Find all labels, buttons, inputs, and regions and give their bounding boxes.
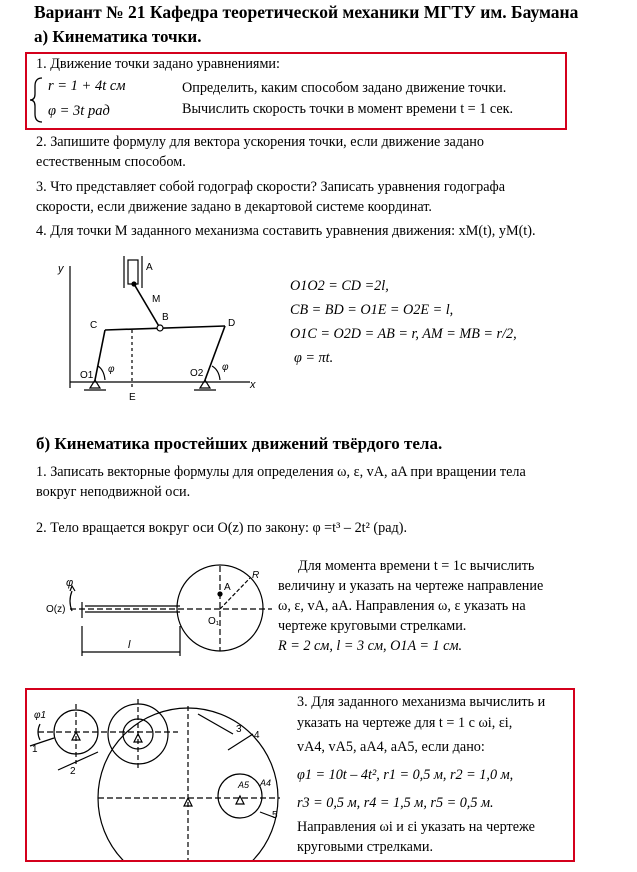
b-q1-line1: 1. Записать векторные формулы для определения ω, ε, vA, aA при вращении тела — [36, 464, 526, 480]
q4-param-2: O1C = O2D = AB = r, AM = MB = r/2, — [290, 326, 517, 342]
fig3-label-A5: A5 — [238, 780, 250, 790]
fig1-label-B: B — [162, 312, 169, 323]
disk-figure — [40, 556, 280, 666]
mechanism-figure — [50, 248, 265, 408]
fig2-label-O1: O₁ — [208, 616, 220, 627]
b-q3-desc-1: указать на чертеже для t = 1 с ωi, εi, — [297, 715, 513, 731]
q4-text: 4. Для точки M заданного механизма составить уравнения движения: xM(t), yM(t). — [36, 223, 536, 239]
fig1-label-phi2: φ — [222, 362, 229, 373]
fig2-label-R: R — [252, 570, 260, 581]
q3-line2: скорости, если движение задано в декартовой системе координат. — [36, 199, 432, 215]
fig2-label-Oz: O(z) — [46, 604, 66, 615]
b-q2-desc-0: Для момента времени t = 1c вычислить — [298, 558, 535, 574]
fig1-label-D: D — [228, 318, 236, 329]
q1-lead: 1. Движение точки задано уравнениями: — [36, 56, 280, 72]
page-title: Вариант № 21 Кафедра теоретической механики МГТУ им. Баумана — [34, 2, 579, 22]
q1-eq1: r = 1 + 4t см — [48, 78, 126, 94]
fig1-label-O2: O2 — [190, 368, 204, 379]
fig1-label-x: x — [250, 379, 256, 391]
fig2-label-phi: φ — [66, 577, 74, 589]
q1-task1: Определить, каким способом задано движение точки. — [182, 80, 507, 96]
b-q3-desc-5: Направления ωi и εi указать на чертеже — [297, 819, 535, 835]
b-q3-desc-4: r3 = 0,5 м, r4 = 1,5 м, r5 = 0,5 м. — [297, 795, 494, 811]
b-q3-desc-3: φ1 = 10t – 4t², r1 = 0,5 м, r2 = 1,0 м, — [297, 767, 514, 783]
brace-icon — [28, 76, 48, 124]
fig3-label-5: 5 — [272, 810, 278, 821]
q1-task2: Вычислить скорость точки в момент времени t = 1 сек. — [182, 101, 514, 117]
b-q3-desc-0: 3. Для заданного механизма вычислить и — [297, 694, 546, 710]
q2-line1: 2. Запишите формулу для вектора ускорения точки, если движение задано — [36, 134, 484, 150]
b-q2-desc-1: величину и указать на чертеже направление — [278, 578, 544, 594]
fig1-label-A: A — [146, 262, 153, 273]
gear-train-figure — [28, 694, 290, 860]
fig3-label-A4: A4 — [260, 778, 272, 788]
fig3-label-3: 3 — [236, 724, 242, 735]
b-q3-desc-2: vA4, vA5, aA4, aA5, если дано: — [297, 739, 485, 755]
fig1-label-C: C — [90, 320, 98, 331]
q1-eq2: φ = 3t рад — [48, 103, 110, 119]
section-b-heading: б) Кинематика простейших движений твёрдого тела. — [36, 434, 443, 453]
b-q3-desc-6: круговыми стрелками. — [297, 839, 434, 855]
q4-param-0: O1O2 = CD =2l, — [290, 278, 389, 294]
b-q2-desc-3: чертеже круговыми стрелками. — [278, 618, 467, 634]
fig1-label-M: M — [152, 294, 161, 305]
fig2-label-A: A — [224, 582, 231, 593]
fig1-label-phi1: φ — [108, 364, 115, 375]
fig2-label-l: l — [128, 639, 131, 651]
section-a-heading: а) Кинематика точки. — [34, 27, 202, 46]
fig3-label-phi1: φ1 — [34, 710, 47, 721]
q4-param-3: φ = πt. — [294, 350, 334, 366]
q3-line1: 3. Что представляет собой годограф скорости? Записать уравнения годографа — [36, 179, 506, 195]
fig1-label-O1: O1 — [80, 370, 94, 381]
fig1-label-y: y — [58, 263, 64, 275]
b-q2-desc-2: ω, ε, vA, aA. Направления ω, ε указать на — [278, 598, 526, 614]
b-q1-line2: вокруг неподвижной оси. — [36, 484, 191, 500]
q2-line2: естественным способом. — [36, 154, 186, 170]
b-q2-desc-4: R = 2 см, l = 3 см, O1A = 1 см. — [278, 638, 463, 654]
fig3-label-4: 4 — [254, 730, 260, 741]
q4-param-1: CB = BD = O1E = O2E = l, — [290, 302, 454, 318]
b-q2-text: 2. Тело вращается вокруг оси O(z) по закону: φ =t³ – 2t² (рад). — [36, 520, 408, 536]
fig1-label-E: E — [129, 392, 136, 403]
fig3-label-1: 1 — [32, 744, 38, 755]
fig3-label-2: 2 — [70, 766, 76, 777]
